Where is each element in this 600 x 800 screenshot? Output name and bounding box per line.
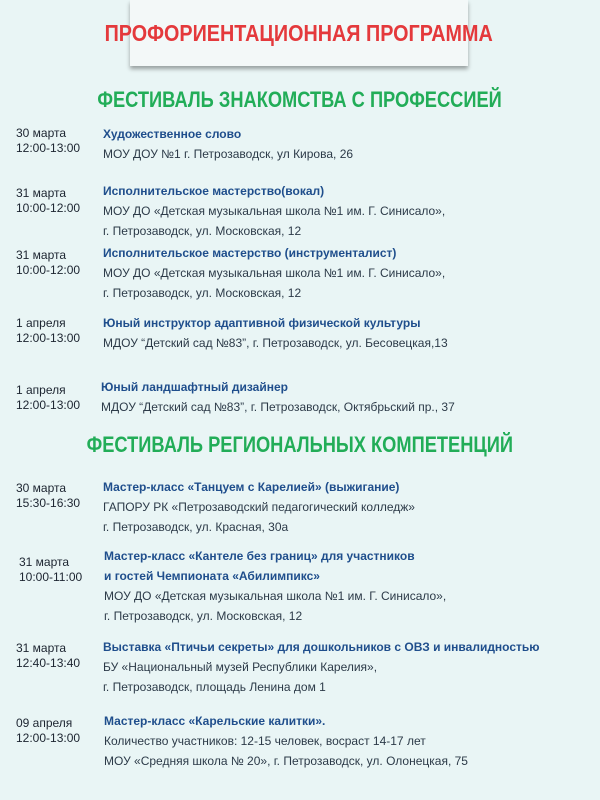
event-venue-line: г. Петрозаводск, площадь Ленина дом 1 [103, 680, 326, 694]
event-date: 31 марта [16, 248, 67, 262]
event-venue-line: г. Петрозаводск, ул. Московская, 12 [103, 286, 302, 300]
event-datetime [16, 383, 80, 413]
event-datetime [19, 555, 82, 585]
event-datetime [16, 186, 80, 216]
event-title: Мастер-класс «Карельские калитки». [104, 714, 326, 728]
event-time: 12:00-13:00 [16, 331, 81, 345]
event-title: и гостей Чемпионата «Абилимпикс» [104, 569, 320, 583]
event-time: 12:00-13:00 [16, 141, 81, 155]
event-time: 10:00-12:00 [16, 201, 81, 215]
event-date: 1 апреля [16, 383, 66, 397]
section-heading-profession-festival [0, 87, 600, 113]
event-date: 31 марта [19, 555, 70, 569]
event-description [103, 477, 415, 537]
event-title: Юный инструктор адаптивной физической культуры [103, 316, 421, 330]
event-time: 12:00-13:00 [16, 731, 81, 745]
event-description [101, 377, 455, 417]
event-datetime [16, 716, 80, 746]
event-description [104, 546, 446, 626]
event-description [103, 243, 445, 303]
event-description [103, 313, 448, 353]
title-banner [104, 0, 494, 66]
event-date: 09 апреля [16, 716, 73, 730]
section-heading-text: ФЕСТИВАЛЬ РЕГИОНАЛЬНЫХ КОМПЕТЕНЦИЙ [86, 432, 514, 457]
event-title: Исполнительское мастерство (инструменталист) [103, 246, 397, 260]
event-datetime [16, 248, 80, 278]
event-description [103, 181, 445, 241]
event-time: 10:00-12:00 [16, 263, 81, 277]
section-heading-text: ФЕСТИВАЛЬ ЗНАКОМСТВА С ПРОФЕССИЕЙ [97, 87, 503, 112]
event-venue-line: ГАПОРУ РК «Петрозаводский педагогический колледж» [103, 500, 415, 514]
event-date: 31 марта [16, 186, 67, 200]
event-venue-line: г. Петрозаводск, ул. Московская, 12 [103, 224, 302, 238]
event-venue-line: МОУ ДО «Детская музыкальная школа №1 им. Г. Синисало», [103, 204, 446, 218]
event-title: Юный ландшафтный дизайнер [101, 380, 288, 394]
event-venue-line: МОУ ДО «Детская музыкальная школа №1 им. Г. Синисало», [103, 266, 446, 280]
event-time: 12:00-13:00 [16, 398, 81, 412]
event-description [104, 711, 468, 771]
event-venue-line: МОУ ДО «Детская музыкальная школа №1 им. Г. Синисало», [104, 589, 447, 603]
event-time: 15:30-16:30 [16, 496, 81, 510]
event-title: Художественное слово [103, 127, 242, 141]
event-title: Мастер-класс «Кантеле без границ» для участников [104, 549, 415, 563]
event-title: Исполнительское мастерство(вокал) [103, 184, 325, 198]
event-date: 31 марта [16, 641, 67, 655]
event-venue-line: БУ «Национальный музей Республики Карелия», [103, 660, 378, 674]
event-description [103, 637, 540, 697]
section-heading-regional-competencies [0, 432, 600, 458]
event-venue-line: МОУ «Средняя школа № 20», г. Петрозаводск, ул. Олонецкая, 75 [104, 754, 468, 768]
event-datetime [16, 641, 80, 671]
event-datetime [16, 126, 80, 156]
page-title: ПРОФОРИЕНТАЦИОННАЯ ПРОГРАММА [104, 19, 494, 46]
event-venue-line: г. Петрозаводск, ул. Красная, 30а [103, 520, 289, 534]
event-venue-line: Количество участников: 12-15 человек, восраст 14-17 лет [104, 734, 426, 748]
event-venue-line: МОУ ДОУ №1 г. Петрозаводск, ул Кирова, 26 [103, 147, 354, 161]
event-time: 10:00-11:00 [19, 570, 83, 584]
event-time: 12:40-13:40 [16, 656, 81, 670]
event-date: 30 марта [16, 481, 67, 495]
event-date: 1 апреля [16, 316, 66, 330]
event-venue-line: г. Петрозаводск, ул. Московская, 12 [104, 609, 303, 623]
event-datetime [16, 316, 80, 346]
event-datetime [16, 481, 80, 511]
event-description [103, 124, 353, 164]
event-date: 30 марта [16, 126, 67, 140]
event-venue-line: МДОУ “Детский сад №83”, г. Петрозаводск, Октябрьский пр., 37 [101, 400, 455, 414]
event-venue-line: МДОУ “Детский сад №83”, г. Петрозаводск, ул. Бесовецкая,13 [103, 336, 448, 350]
event-title: Мастер-класс «Танцуем с Карелией» (выжигание) [103, 480, 400, 494]
event-title: Выставка «Птичьи секреты» для дошкольников с ОВЗ и инвалидностью [103, 640, 540, 654]
